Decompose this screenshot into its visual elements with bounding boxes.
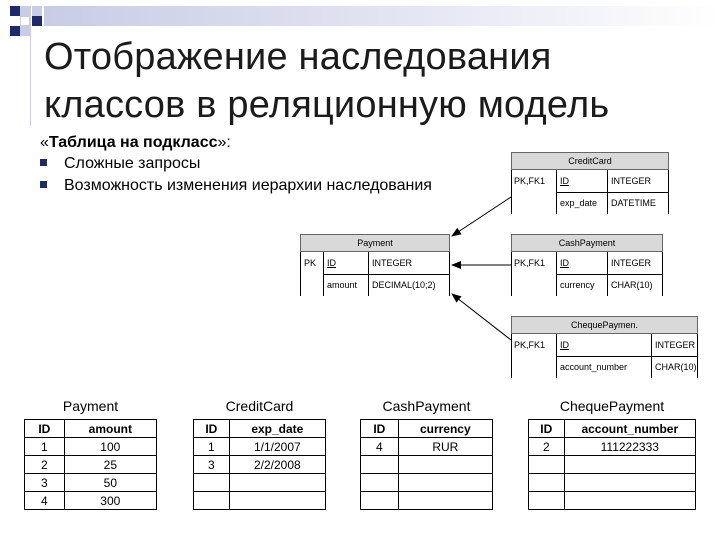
table-cell [361,474,399,492]
table-cell [229,492,325,510]
table-row [194,438,326,456]
table-cell [529,456,565,474]
table-cell [398,474,492,492]
table-row [25,438,157,456]
schema-key: PK,FK1 [514,340,546,350]
schema-type: INTEGER [655,340,696,350]
table-cell: 50 [64,474,156,492]
bullet-text: Возможность изменения иерархии наследования [64,177,432,194]
table-cell: 2 [529,438,565,456]
table-cashpayment [360,419,493,510]
table-cell: 111222333 [564,438,695,456]
schema-type: INTEGER [372,258,413,268]
column-header: ID [361,420,399,438]
schema-type: CHAR(10) [611,280,653,290]
table-row [194,456,326,474]
schema-key: PK [304,258,317,268]
table-cell: 1/1/2007 [229,438,325,456]
table-title: ChequePayment [559,398,665,414]
table-row [529,492,696,510]
schema-header: ChequePaymen. [511,316,698,334]
schema-field: currency [560,280,595,290]
table-cell: RUR [398,438,492,456]
table-cell [529,474,565,492]
table-cell [361,492,399,510]
table-cell: 25 [64,456,156,474]
table-row [194,492,326,510]
table-payment [24,419,157,510]
schema-header: CashPayment [511,234,663,252]
table-cell [529,492,565,510]
table-cell: 300 [64,492,156,510]
schema-field: amount [327,280,358,290]
table-cell [564,492,695,510]
table-cell [194,492,230,510]
table-cell: 1 [194,438,230,456]
table-cell [398,456,492,474]
table-cell: 1 [25,438,65,456]
column-header: amount [64,420,156,438]
table-cell: 100 [64,438,156,456]
schema-header: CreditCard [511,152,669,170]
quote-open: « [40,134,49,151]
schema-field: ID [560,340,569,350]
arrow-creditcard-payment [452,197,511,236]
table-title: CreditCard [225,398,294,414]
column-header: ID [25,420,65,438]
column-header: ID [194,420,230,438]
schema-type: INTEGER [611,176,652,186]
schema-type: DATETIME [611,198,656,208]
table-cell: 2/2/2008 [229,456,325,474]
table-cell [194,474,230,492]
subheading-bold: Таблица на подкласс [48,134,218,151]
schema-key: PK,FK1 [514,176,546,186]
table-row [361,492,493,510]
table-row [25,474,157,492]
column-header: exp_date [229,420,325,438]
schema-field: ID [327,258,336,268]
schema-field: account_number [560,362,628,372]
schema-field: exp_date [560,198,598,208]
quote-close: »: [217,134,231,151]
table-cell: 4 [361,438,399,456]
table-cell: 3 [25,474,65,492]
table-row [529,474,696,492]
table-row [361,474,493,492]
column-header: account_number [564,420,695,438]
schema-type: CHAR(10) [655,362,697,372]
arrow-chequepayment-payment [452,294,511,340]
title-line: классов в реляционную модель [44,84,610,126]
table-chequepayment [528,419,696,510]
table-row [529,438,696,456]
table-cell [398,492,492,510]
table-cell [564,456,695,474]
schema-type: DECIMAL(10;2) [372,280,436,290]
table-cell [229,474,325,492]
table-row [194,474,326,492]
table-cell [564,474,695,492]
column-header: currency [398,420,492,438]
title-line: Отображение наследования [44,36,552,78]
table-title: CashPayment [382,398,471,414]
table-row [361,456,493,474]
table-cell: 3 [194,456,230,474]
table-row [529,456,696,474]
table-cell: 2 [25,456,65,474]
schema-field: ID [560,176,569,186]
schema-key: PK,FK1 [514,258,546,268]
table-creditcard [193,419,326,510]
table-cell [361,456,399,474]
table-row [25,456,157,474]
schema-type: INTEGER [611,258,652,268]
schema-header: Payment [300,234,450,252]
table-row [361,438,493,456]
bullet-text: Сложные запросы [64,155,201,172]
schema-field: ID [560,258,569,268]
table-row [25,492,157,510]
table-title: Payment [62,398,119,414]
column-header: ID [529,420,565,438]
table-cell: 4 [25,492,65,510]
